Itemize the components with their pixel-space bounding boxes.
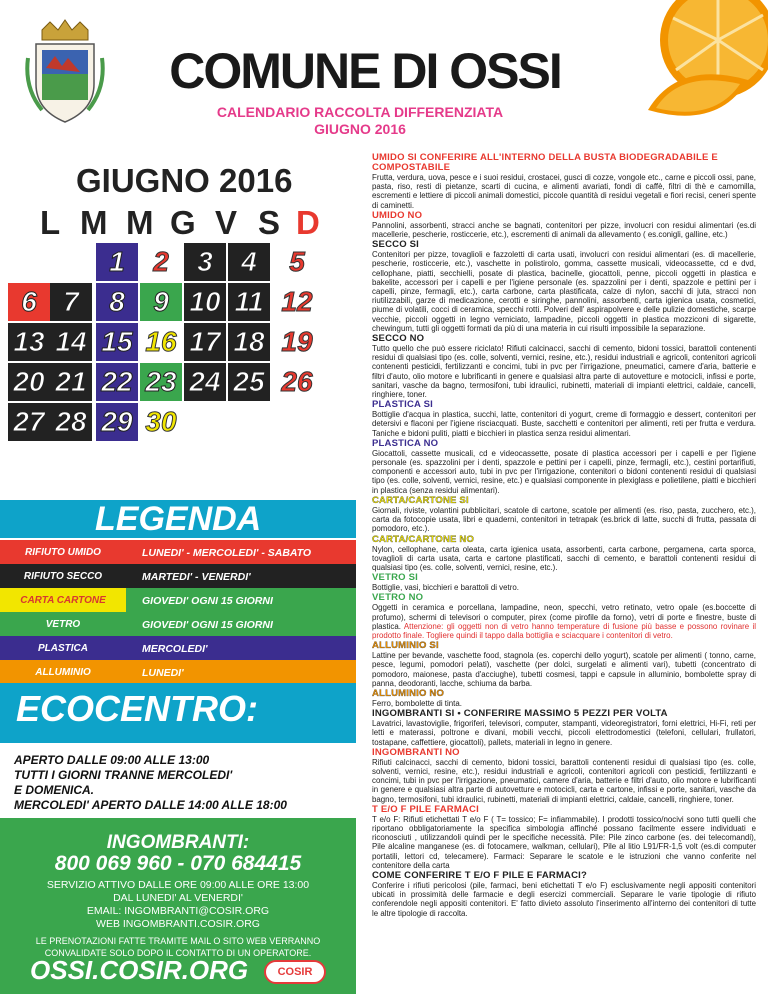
subtitle-month: GIUGNO 2016 xyxy=(314,121,406,137)
rule-section xyxy=(372,641,756,688)
calendar-day: 4 xyxy=(228,243,270,281)
municipal-crest-icon xyxy=(22,18,108,128)
rule-section xyxy=(372,593,756,640)
rule-section xyxy=(372,535,756,573)
rule-heading: VETRO SI xyxy=(372,572,418,584)
rule-text xyxy=(372,881,756,918)
rule-text-body: Giocattoli, cassette musicali, cd e videocassette, posate di plastica accessori per i capelli e per l'igiene personale (es. spazzolini per i denti, spazzole e pettini per i capelli, pinze, fermagli, etc.), cestini portarifiuti, componenti e accessori auto, tubi in pvc per l'irrigazione, contenitori o bidoni contenenti residui di qualsiasi tipo (es. colle, solventi, vernici, resine, etc.) e qualsiasi componente in plexiglass e polietilene, piatti e bicchieri in plastica (senza residui alimentari). xyxy=(372,448,756,495)
legend-collection-days: GIOVEDI' OGNI 15 GIORNI xyxy=(126,612,356,638)
calendar-day: 8 xyxy=(96,283,138,321)
calendar-day: 16 xyxy=(145,326,177,357)
rule-text-body: Bottiglie, vasi, bicchieri e barattoli di vetro. xyxy=(372,583,519,593)
calendar-day: 11 xyxy=(228,283,270,321)
subtitle-calendar: CALENDARIO RACCOLTA DIFFERENZIATA xyxy=(216,104,504,120)
calendar-day: 24 xyxy=(184,363,226,401)
calendar-day: 23 xyxy=(140,363,182,401)
legend-waste-type: VETRO xyxy=(0,612,126,638)
orange-slices-icon xyxy=(568,0,768,150)
calendar-day: 9 xyxy=(140,283,182,321)
page-title: COMUNE DI OSSI xyxy=(169,43,561,99)
rule-text xyxy=(372,603,756,640)
rule-text xyxy=(372,173,756,210)
legend-row xyxy=(0,636,356,662)
rule-heading: INGOMBRANTI NO xyxy=(372,746,460,758)
rule-text xyxy=(372,449,756,495)
service-web-link[interactable]: WEB INGOMBRANTI.COSIR.ORG xyxy=(96,918,260,930)
rule-text xyxy=(372,344,756,399)
legend-waste-type: CARTA CARTONE xyxy=(0,588,126,614)
rule-heading: UMIDO NO xyxy=(372,209,423,221)
rule-section xyxy=(372,240,756,333)
legend-collection-days: LUNEDI' xyxy=(126,660,356,686)
rule-section xyxy=(372,573,756,592)
rule-text xyxy=(372,699,756,708)
rule-heading: PLASTICA NO xyxy=(372,437,439,449)
rule-text xyxy=(372,506,756,534)
rule-section xyxy=(372,153,756,210)
calendar-day: 22 xyxy=(96,363,138,401)
weekday-label: S xyxy=(258,204,281,241)
rule-text xyxy=(372,651,756,688)
rule-warning: Attenzione: gli oggetti non di vetro hanno temperature di fusione più basse e possono rovinare il prodotto finale. Togliere quindi il tappo dalla bottiglia e sciacquare i contenitori di vetro. xyxy=(372,621,756,640)
rule-text-body: Lattine per bevande, vaschette food, stagnola (es. coperchi dello yogurt), scatole per alimenti ( tonno, carne, pesce, legumi, pomodori pelati), vaschette (per dolci, surgelati e alimenti vari), tubetti (concentrato di pomodoro, maionese, pasta d'acciughe), tubetti cosmesi, tappi e capsule in alluminio, bombolette spray di panna, deodoranti, lacche, schiuma da barba. xyxy=(372,651,756,688)
rule-text xyxy=(372,583,756,592)
ecocentro-line: E DOMENICA. xyxy=(14,783,95,797)
ingombranti-phones[interactable]: 800 069 960 - 070 684415 xyxy=(54,852,302,875)
legend-collection-days: GIOVEDI' OGNI 15 GIORNI xyxy=(126,588,356,614)
rule-section xyxy=(372,871,756,918)
weekday-label: D xyxy=(296,204,320,241)
note-line: CONVALIDATE SOLO DOPO IL CONTATTO DI UN OPERATORE. xyxy=(44,948,312,958)
legend-collection-days: MARTEDI' - VENERDI' xyxy=(126,564,356,590)
calendar-day: 26 xyxy=(281,366,313,397)
legend-collection-days: MERCOLEDI' xyxy=(126,636,356,662)
rule-text-body: Ferro, bombolette di tinta. xyxy=(372,698,462,708)
calendar-day: 1 xyxy=(96,243,138,281)
calendar-day: 21 xyxy=(50,363,92,401)
calendar-day: 10 xyxy=(184,283,226,321)
rule-text-body: Rifiuti calcinacci, sacchi di cemento, bidoni tossici, barattoli contenenti residui di qualsiasi tipo (es. colle, solventi, vernici, resine, etc.), residui industriali e agricoli, contenitori agricoli con pesticidi, fertilizzanti e concimi, tubi in pvc per l'irrigazione, pneumatici, camere d'aria, batterie e filtri d'auto, olio motore e lubrificanti in genere e qualsiasi altra parte di autovetture e motocicli, carta e cartone, infissi e porte, sanitari, vasche da bagno, termosifoni, tubi idraulici, rubinetti, materiali di impianti elettrici, caldaie, cancelli, ringhiere, toner. xyxy=(372,757,756,804)
rule-text xyxy=(372,410,756,438)
calendar-day: 28 xyxy=(50,403,92,441)
rule-text xyxy=(372,815,756,870)
rule-heading: COME CONFERIRE T E/O F PILE E FARMACI? xyxy=(372,869,588,881)
calendar-day: 25 xyxy=(228,363,270,401)
ingombranti-title: INGOMBRANTI: xyxy=(106,832,250,853)
calendar-day: 29 xyxy=(96,403,138,441)
legend-row xyxy=(0,612,356,638)
calendar-day: 27 xyxy=(8,403,50,441)
rule-text-body: Frutta, verdura, uova, pesce e i suoi residui, crostacei, gusci di cozze, vongole etc., carne e piccoli ossi, pane, pasta, riso, resti di pietanze, scarti di cucina, e alimenti avariati, fondi di caffè, filtri di thè e camomilla, escrementi e lettiere di piccoli animali domestici, piccole quantità di residui vegetali e fiori recisi, ceneri spente di caminetti. xyxy=(372,173,756,210)
rule-text xyxy=(372,719,756,747)
rule-text-body: Nylon, cellophane, carta oleata, carta igienica usata, assorbenti, carta carbone, pergamena, carta sporca, tovaglioli di carta usata, carta e cartone plastificati, sacchi di cemento, e barattoli contenenti residui di qualsiasi tipo (es. colle, solventi, vernici, resine, etc.). xyxy=(372,544,756,572)
legend-waste-type: ALLUMINIO xyxy=(0,660,126,686)
rule-text xyxy=(372,221,756,239)
rule-heading: ALLUMINIO SI xyxy=(372,640,439,652)
rule-section xyxy=(372,400,756,438)
rule-section xyxy=(372,211,756,239)
weekday-label: L xyxy=(40,204,61,241)
rule-text-body: Pannolini, assorbenti, stracci anche se bagnati, contenitori per pizze, involucri con residui alimentari (es.di macellerie, pescherie, rosticcerie, etc.), escrementi di animali da allevamento ( es.conigli, galline, etc.) xyxy=(372,220,756,240)
calendar-day: 19 xyxy=(281,326,313,357)
rule-heading: CARTA/CARTONE SI xyxy=(372,494,469,506)
rule-heading: SECCO NO xyxy=(372,333,425,345)
rule-heading: ALLUMINIO NO xyxy=(372,687,445,699)
legend-row xyxy=(0,588,356,614)
legend-waste-type: RIFIUTO SECCO xyxy=(0,564,126,590)
rule-heading: INGOMBRANTI SI • CONFERIRE MASSIMO 5 PEZZI PER VOLTA xyxy=(372,708,668,720)
calendar-day: 30 xyxy=(145,406,177,437)
note-line: LE PRENOTAZIONI FATTE TRAMITE MAIL O SITO WEB VERRANNO xyxy=(35,936,321,946)
calendar-day: 15 xyxy=(96,323,138,361)
rule-section xyxy=(372,496,756,534)
rule-section xyxy=(372,805,756,870)
website-link[interactable]: OSSI.COSIR.ORG xyxy=(30,955,249,985)
rule-text xyxy=(372,545,756,573)
legend-waste-type: RIFIUTO UMIDO xyxy=(0,540,126,566)
calendar-day: 18 xyxy=(228,323,270,361)
calendar-day: 7 xyxy=(50,283,92,321)
rule-section xyxy=(372,689,756,708)
weekday-label: G xyxy=(170,204,196,241)
calendar-day: 5 xyxy=(289,246,305,277)
service-days: DAL LUNEDI' AL VENERDI' xyxy=(113,892,243,904)
ecocentro-hours xyxy=(14,753,354,813)
legend-title: LEGENDA xyxy=(95,500,262,538)
calendar-day: 2 xyxy=(153,246,169,277)
rule-text-body: Oggetti in ceramica e porcellana, lampadine, neon, specchi, vetro retinato, vetro opale (es.boccette di profumo), schermi di televisori o computer, pirex (come pirofile da forno), vetri di porte e finestre, buste di plastica. xyxy=(372,603,756,631)
rule-section xyxy=(372,439,756,495)
rule-text-body: Tutto quello che può essere riciclato! Rifiuti calcinacci, sacchi di cemento, bidoni tossici, barattoli contenenti residui di qualsiasi tipo (es. colle, solventi, vernici, resine, etc.), residui industriali e agricoli, contenitori agricoli contenenti pesticidi, fertilizzanti e concimi, tubi in pvc per l'irrigazione, pneumatici, camere d'aria, batterie e filtri d'auto, olio motore e lubrificanti in genere e qualsiasi altra parte di autovetture e motocicli, infissi e porte, sanitari, vasche da bagno, termosifoni, tubi idraulici, rubinetti, materiali di impianti elettrici, caldaie, cancelli, ringhiere, toner. xyxy=(372,344,756,400)
rule-text-body: Contenitori per pizze, tovaglioli e fazzoletti di carta usati, involucri con residui alimentari (es. di macellerie, pescherie, rosticcerie, etc.), vaschette in polistirolo, gomma, cassette musicali, videocassette, cd e dvd, cellophane, piatti, secchielli, posate di plastica, bacinelle, giocattoli, penne, piccoli oggetti in plastica e bakelite, accessori per i capelli e per l'igiene personale (es. spazzolini per i denti, spazzole e pettini per i capelli, pinze, fermagli, etc.), carta carbone, carta plastificata, calze di nylon, sacchi di juta, stracci non riutilizzabili, garze di medicazione, cerotti e siringhe, pannolini, assorbenti, carta igienica usata, cosmetici, piume di volatili, cocci di ceramica, specchi rotti. Polveri dell' aspirapolvere e delle pulizie domestiche, scarpe vecchie, piccoli oggetti in legno verniciato, lampadine, piccoli oggetti in plastica mozziconi di sigarette, chewingum, tutti gli oggetti formati da più di una materia in cui risulti impossibile la separazione. xyxy=(372,250,756,333)
rule-section xyxy=(372,748,756,804)
rule-text xyxy=(372,250,756,333)
rule-text-body: Bottiglie d'acqua in plastica, succhi, latte, contenitori di yogurt, creme di formaggio e dessert, contenitori per detersivi e flaconi per l'igiene risciacquati. Buste, sacchetti e contenitori per alimenti, reti per frutta e verdura. Taniche e bidoni puliti, piatti e bicchieri in plastica senza residui alimentari. xyxy=(372,410,756,438)
calendar-day: 17 xyxy=(184,323,226,361)
rule-heading: VETRO NO xyxy=(372,592,424,604)
weekday-label: M xyxy=(126,204,154,241)
weekday-label: M xyxy=(80,204,108,241)
cosir-logo: COSIR xyxy=(264,960,326,984)
ecocentro-line: APERTO DALLE 09:00 ALLE 13:00 xyxy=(14,753,210,767)
rule-heading: T E/O F PILE FARMACI xyxy=(372,803,479,815)
legend-row xyxy=(0,540,356,566)
rule-text-body: Conferire i rifiuti pericolosi (pile, farmaci, beni etichettati T e/o F) esclusivamente negli appositi contenitori ubicati in prossimità delle farmacie e degli esercizi commerciali. Separare le varie tipologie di rifiuto conferendole negli appositi contenitori. E' fatto divieto assoluto l'inserimento all'interno dei contenitori di tutte le altre tipologie di raccolta. xyxy=(372,880,756,918)
rule-heading: UMIDO SI CONFERIRE ALL'INTERNO DELLA BUSTA BIODEGRADABILE E COMPOSTABILE xyxy=(372,152,718,173)
rules-column xyxy=(372,153,756,919)
legend-collection-days: LUNEDI' - MERCOLEDI' - SABATO xyxy=(126,540,356,566)
rule-text-body: Giornali, riviste, volantini pubblicitari, scatole di cartone, scatole per alimenti (es. riso, pasta, zucchero, etc.), carta da fotocopie usata, libri e quaderni, contenitori in tetrapak (es.brick di latte, succhi di frutta, passata di pomodoro, etc.). xyxy=(372,505,756,534)
calendar-title: GIUGNO 2016 xyxy=(76,162,293,199)
calendar-day: 6 xyxy=(8,283,50,321)
ingombranti-service-info xyxy=(0,879,356,931)
weekday-label: V xyxy=(215,204,238,241)
rule-text-body: Lavatrici, lavastoviglie, frigoriferi, televisori, computer, stampanti, videoregistratori, forni elettrici, Hi-Fi, reti per letti e materassi, poltrone e divani, mobili vecchi, piccoli elettrodomestici (telefoni, cellulari, frullatori, tostapane, caffettiere, giocattoli), pallets, materiali in legno in genere. xyxy=(372,719,756,747)
ingombranti-heading xyxy=(0,832,356,874)
calendar-day: 12 xyxy=(281,286,313,317)
rule-section xyxy=(372,709,756,747)
rule-heading: CARTA/CARTONE NO xyxy=(372,533,475,545)
service-hours: SERVIZIO ATTIVO DALLE ORE 09:00 ALLE ORE 13:00 xyxy=(46,879,310,891)
rule-heading: SECCO SI xyxy=(372,239,419,251)
rule-heading: PLASTICA SI xyxy=(372,399,433,411)
rule-text-body: T e/o F: Rifiuti etichettati T e/o F ( T= tossico; F= infiammabile). I prodotti tossico/nocivi sono tutti quelli che riportano obbligatoriamente la specifica simbologia affinché possano facilmente essere individuati e riconosciuti , utilizzandoli quindi per le specifiche necessità. Pile: Pile zinco carbone (es. dei telecomandi), Pile alcaline manganese (es. di fotocamere, walkman, cellulari), Pile al litio L91/FR-1,5 volt (es.di computer portatili, lettori cd, telecamere). Farmaci: Separare le scatole e le istruzioni che vanno conferite nel contenitore della carta xyxy=(372,814,756,870)
legend-waste-type: PLASTICA xyxy=(0,636,126,662)
calendar-day: 13 xyxy=(8,323,50,361)
ecocentro-line: MERCOLEDI' APERTO DALLE 14:00 ALLE 18:00 xyxy=(14,798,287,812)
rule-text xyxy=(372,758,756,804)
legend-row xyxy=(0,564,356,590)
calendar-day: 14 xyxy=(50,323,92,361)
rule-section xyxy=(372,334,756,399)
calendar-day: 3 xyxy=(184,243,226,281)
ecocentro-title: ECOCENTRO: xyxy=(16,688,258,729)
calendar-day: 20 xyxy=(8,363,50,401)
service-email-link[interactable]: EMAIL: INGOMBRANTI@COSIR.ORG xyxy=(86,905,270,917)
ecocentro-line: TUTTI I GIORNI TRANNE MERCOLEDI' xyxy=(14,768,233,782)
